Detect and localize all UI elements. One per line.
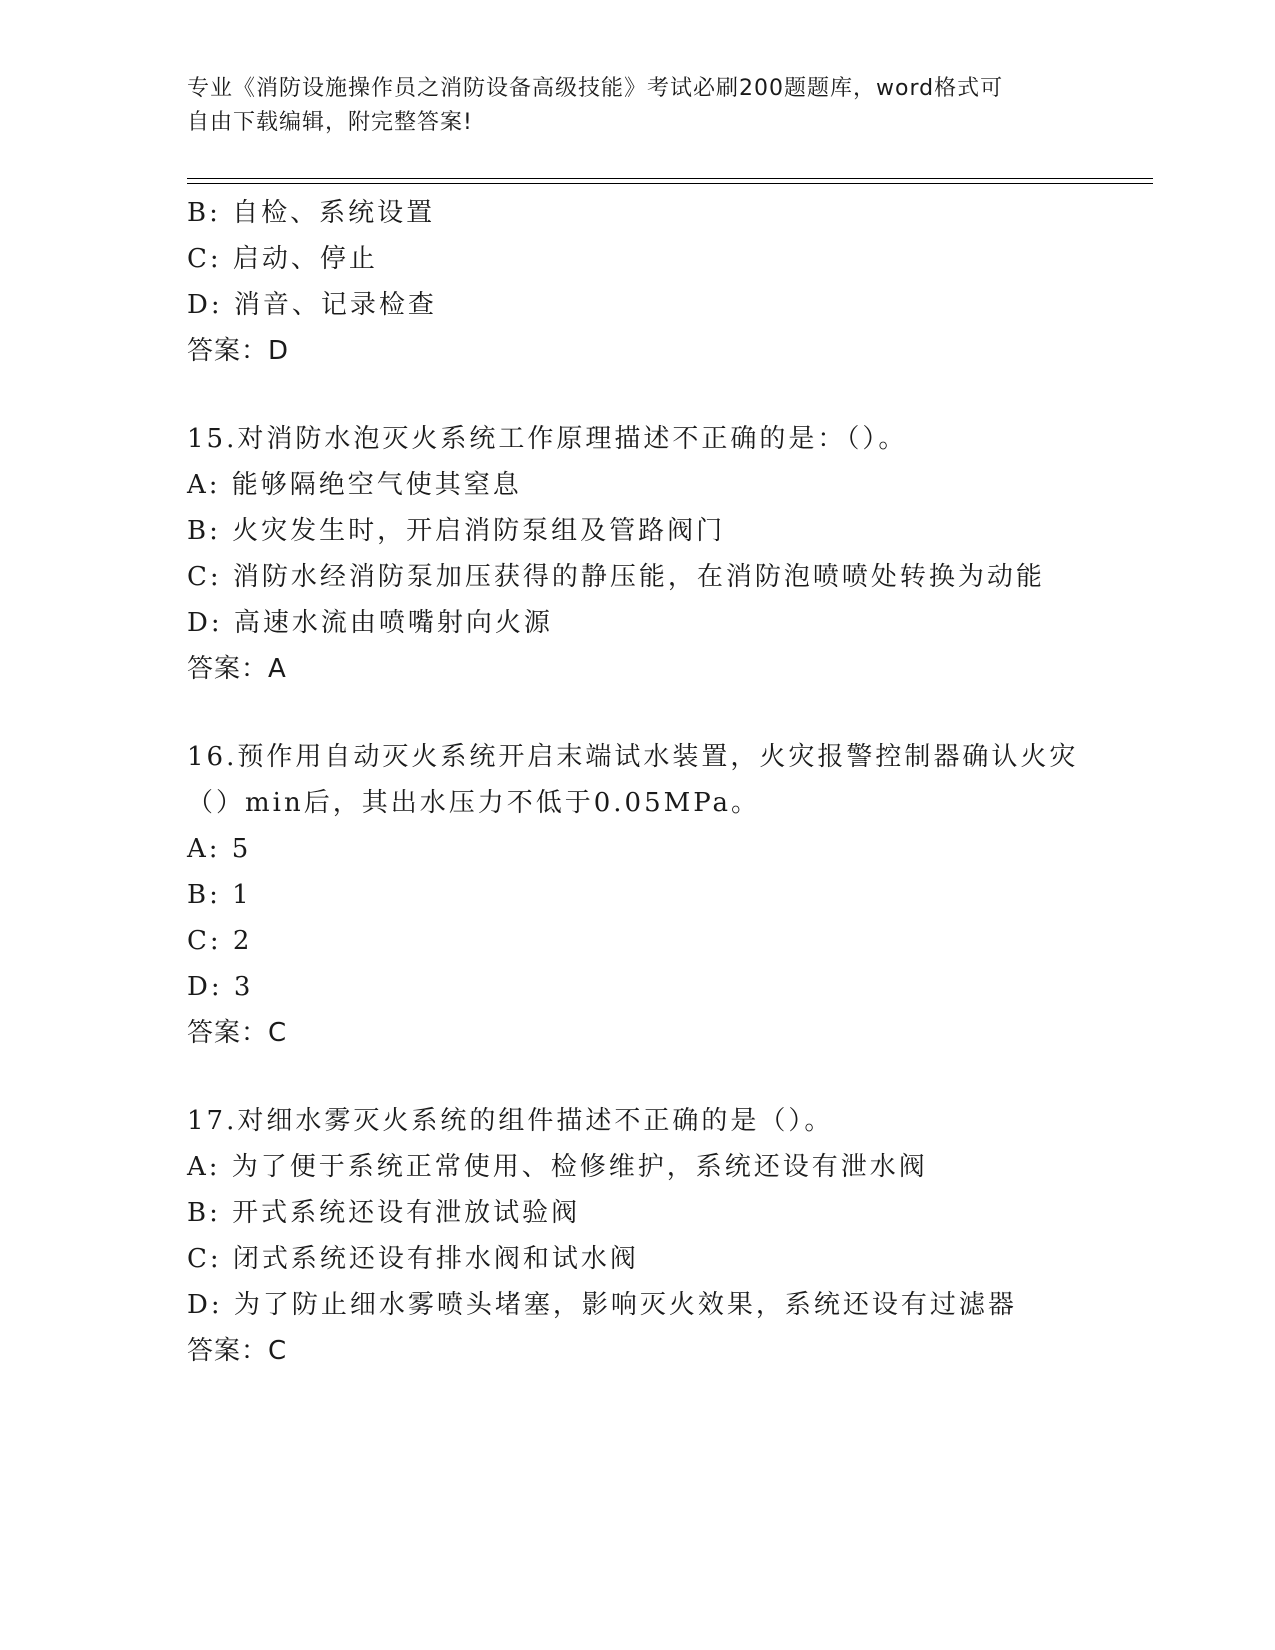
spacer: [187, 374, 1153, 416]
document-header: [187, 72, 1067, 140]
question-title: 17.对细水雾灭火系统的组件描述不正确的是（）。: [187, 1106, 834, 1136]
option-d: D: 高速水流由喷嘴射向火源: [187, 608, 553, 638]
previous-question-tail: [187, 190, 1153, 374]
question-15: [187, 416, 1153, 692]
question-17: [187, 1098, 1153, 1374]
header-line-1: 专业《消防设施操作员之消防设备高级技能》考试必刷200题题库，word格式可: [187, 76, 1004, 101]
answer-line: 答案：C: [187, 1018, 288, 1048]
question-title: 15.对消防水泡灭火系统工作原理描述不正确的是：（）。: [187, 424, 908, 454]
option-a: A: 能够隔绝空气使其窒息: [187, 470, 522, 500]
option-c: C: 2: [187, 926, 253, 956]
question-16: [187, 734, 1153, 1056]
question-title-line-2: （）min后，其出水压力不低于0.05MPa。: [187, 788, 761, 818]
option-d: D: 为了防止细水雾喷头堵塞，影响灭火效果，系统还设有过滤器: [187, 1290, 1017, 1320]
option-b: B: 1: [187, 880, 252, 910]
option-d: D: 3: [187, 972, 254, 1002]
spacer: [187, 692, 1153, 734]
option-c: C: 消防水经消防泵加压获得的静压能，在消防泡喷喷处转换为动能: [187, 562, 1045, 592]
question-title-line-1: 16.预作用自动灭火系统开启末端试水装置，火灾报警控制器确认火灾: [187, 742, 1079, 772]
question-content: [187, 190, 1153, 1374]
header-divider-top: [187, 178, 1153, 179]
answer-line: 答案：D: [187, 336, 290, 366]
header-divider-bottom: [187, 183, 1153, 184]
option-c: C: 闭式系统还设有排水阀和试水阀: [187, 1244, 639, 1274]
spacer: [187, 1056, 1153, 1098]
option-c: C: 启动、停止: [187, 244, 378, 274]
option-a: A: 为了便于系统正常使用、检修维护，系统还设有泄水阀: [187, 1152, 928, 1182]
header-line-2: 自由下载编辑，附完整答案!: [187, 110, 473, 135]
answer-line: 答案：C: [187, 1336, 288, 1366]
option-a: A: 5: [187, 834, 252, 864]
answer-line: 答案：A: [187, 654, 287, 684]
option-b: B: 自检、系统设置: [187, 198, 436, 228]
option-d: D: 消音、记录检查: [187, 290, 437, 320]
option-b: B: 开式系统还设有泄放试验阀: [187, 1198, 581, 1228]
option-b: B: 火灾发生时，开启消防泵组及管路阀门: [187, 516, 726, 546]
